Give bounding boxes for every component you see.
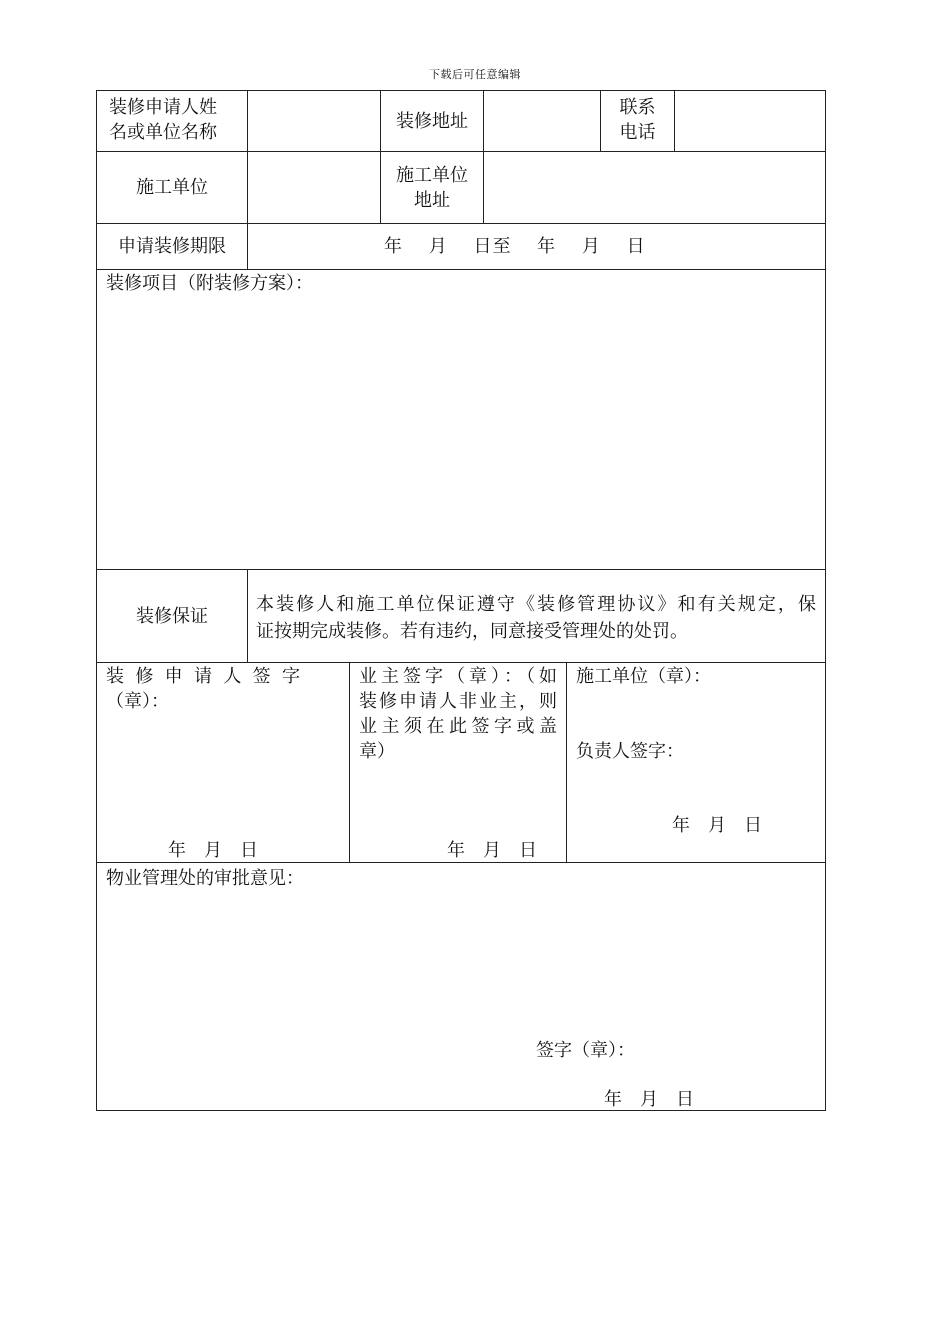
contractor-field[interactable] [248,152,380,223]
responsible-person-signature-label[interactable]: 负责人签字： [576,741,684,762]
renovation-period-label: 申请装修期限 [118,236,226,257]
guarantee-text: 本装修人和施工单位保证遵守《装修管理协议》和有关规定，保 证按期完成装修。若有违约，同意接受管理处的处罚。 [256,594,816,642]
guarantee-label: 装修保证 [136,606,208,627]
contractor-seal-label[interactable]: 施工单位（章）： [576,666,711,687]
column-divider [247,569,248,663]
applicant-name-label: 装修申请人姓 名或单位名称 [109,97,217,143]
owner-signature-label[interactable]: 业主签字（章）：（如 装修申请人非业主，则 业主须在此签字或盖 章） [359,666,557,762]
contractor-label: 施工单位 [136,177,208,198]
contractor-address-field[interactable] [484,152,825,223]
contractor-signature-date: 年 月 日 [672,815,762,836]
row-divider [96,662,826,663]
header-note: 下载后可任意编辑 [429,68,521,81]
approval-date: 年 月 日 [604,1089,694,1110]
contractor-address-label: 施工单位 地址 [396,165,468,211]
renovation-items-label: 装修项目（附装修方案）： [106,273,313,294]
column-divider [566,662,567,863]
renovation-items-field[interactable] [97,298,825,568]
approval-opinion-field[interactable] [97,893,825,1033]
applicant-name-field[interactable] [248,91,380,151]
row-divider [96,223,826,224]
contact-phone-label: 联系 电话 [619,97,656,143]
approval-signature-label[interactable]: 签字（章）： [536,1040,635,1061]
renovation-period-value[interactable]: 年 月 日至 年 月 日 [384,236,646,257]
renovation-address-field[interactable] [484,91,600,151]
column-divider [349,662,350,863]
renovation-address-label: 装修地址 [396,111,468,132]
row-divider [96,569,826,570]
contact-phone-field[interactable] [675,91,825,151]
row-divider [96,269,826,270]
applicant-signature-date: 年 月 日 [168,840,258,861]
owner-signature-date: 年 月 日 [447,840,537,861]
applicant-signature-label[interactable]: 装修申请人签字 （章）： [106,666,300,712]
approval-opinion-label: 物业管理处的审批意见： [106,868,304,889]
